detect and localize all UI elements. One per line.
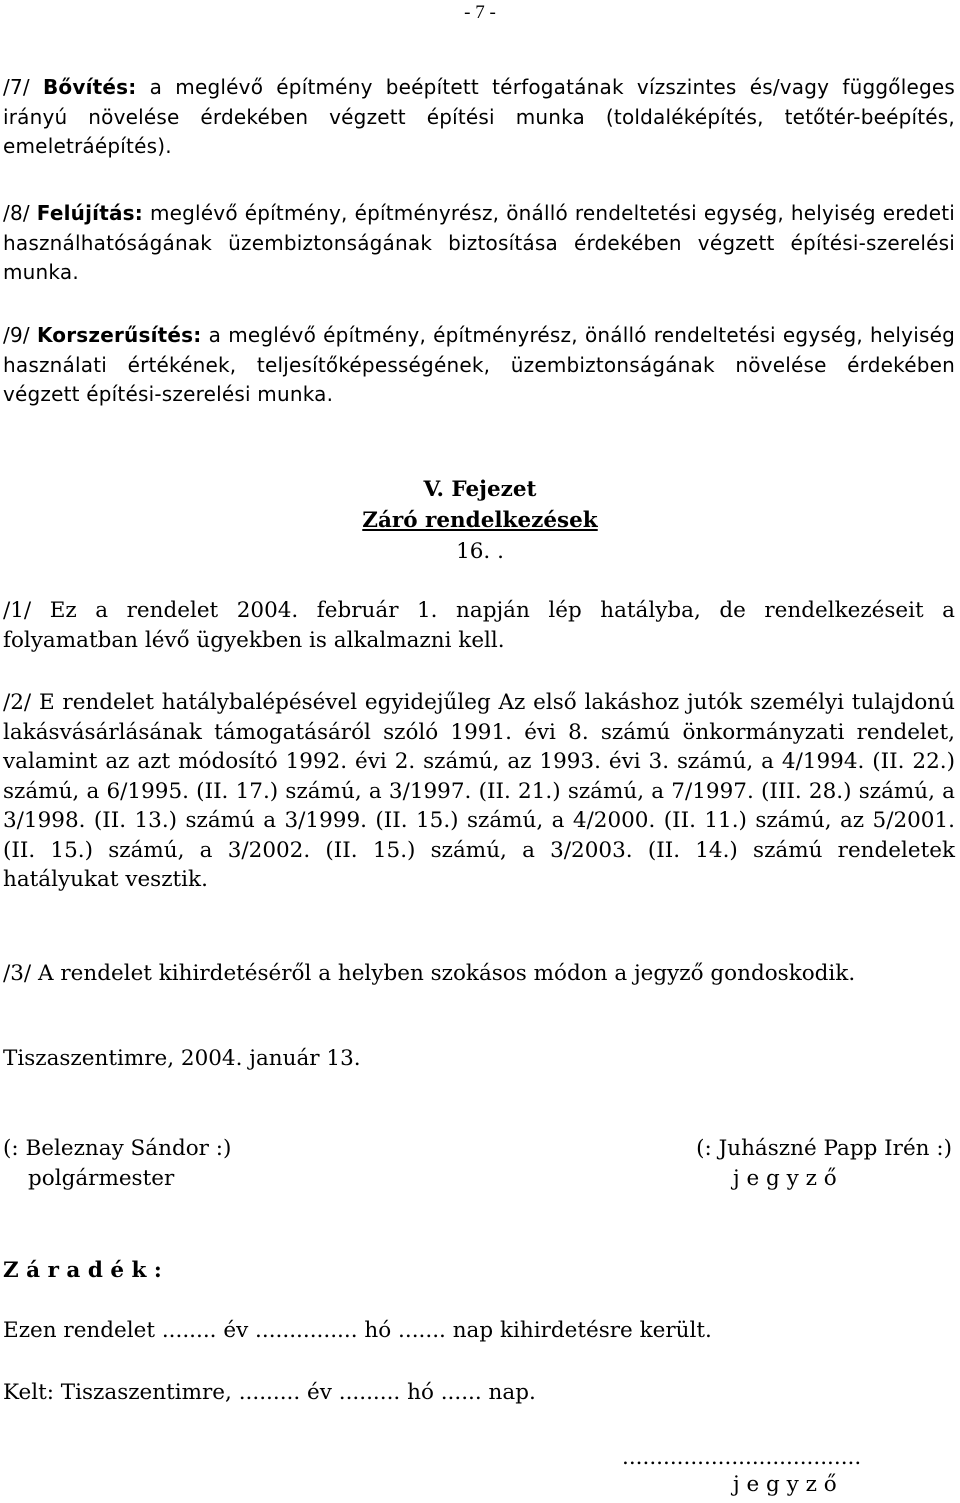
paragraph-9-term: Korszerűsítés:: [36, 323, 202, 347]
section-2: /2/ E rendelet hatálybalépésével egyidejűleg Az első lakáshoz jutók személyi tulajdonú lakásvásárlásának támogatásáról szóló 1991. évi 8. számú önkormányzati rendelet, valamint az azt módosító 1992. évi 2. számú, az 1993. évi 3. számú, a 4/1994. (II. 22.) számú, a 6/1995. (II. 17.) számú, a 3/1997. (II. 21.) számú, a 7/1997. (III. 28.) számú, a 3/1998. (II. 13.) számú a 3/1999. (II. 15.) számú, a 4/2000. (II. 11.) számú, az 5/2001. (II. 15.) számú, a 3/2002. (II. 15.) számú, a 3/2003. (II. 14.) számú rendeletek hatályukat vesztik.: [3, 690, 955, 892]
paragraph-8-text: meglévő építmény, építményrész, önálló rendeltetési egység, helyiség eredeti használhatóságának üzembiztonságának biztosítása érdekében végzett építési-szerelési munka.: [3, 201, 955, 284]
paragraph-9: [3, 321, 955, 410]
paragraph-8: [3, 199, 955, 288]
signature-left-name: (: Beleznay Sándor :): [3, 1136, 232, 1161]
paragraph-7: [3, 73, 955, 162]
page-number: - 7 -: [464, 2, 496, 23]
paragraph-9-prefix: /9/: [3, 323, 37, 347]
clause-line-1: Ezen rendelet ........ év ............... hó ....... nap kihirdetésre került.: [3, 1318, 712, 1343]
section-3: /3/ A rendelet kihirdetéséről a helyben szokásos módon a jegyző gondoskodik.: [3, 961, 856, 986]
paragraph-9-text: a meglévő építmény, építményrész, önálló rendeltetési egység, helyiség használati értékének, teljesítőképességének, üzembiztonságának növelése érdekében végzett építési-szerelési munka.: [3, 323, 955, 406]
clause-signature-dots: ...................................: [622, 1445, 862, 1470]
signature-right-name: (: Juhászné Papp Irén :): [696, 1136, 952, 1161]
paragraph-8-prefix: /8/: [3, 201, 37, 225]
paragraph-7-term: Bővítés:: [42, 75, 137, 99]
clause-heading: Z á r a d é k :: [3, 1258, 162, 1283]
paragraph-7-text: a meglévő építmény beépített térfogatának vízszintes és/vagy függőleges irányú növelése érdekében végzett építési munka (toldaléképítés, tetőtér-beépítés, emeletráépítés).: [3, 75, 956, 158]
section-number: 16. .: [456, 539, 504, 564]
chapter-title: Záró rendelkezések: [362, 508, 598, 533]
chapter-number: V. Fejezet: [423, 477, 537, 502]
signature-right-title: j e g y z ő: [733, 1166, 837, 1191]
clause-signature-title: j e g y z ő: [733, 1472, 837, 1497]
place-date: Tiszaszentimre, 2004. január 13.: [3, 1046, 361, 1071]
clause-line-2: Kelt: Tiszaszentimre, ......... év ......... hó ...... nap.: [3, 1380, 536, 1405]
section-1: /1/ Ez a rendelet 2004. február 1. napján lép hatályba, de rendelkezéseit a folyamatban lévő ügyekben is alkalmazni kell.: [3, 598, 955, 653]
signature-left-title: polgármester: [28, 1166, 175, 1191]
paragraph-7-prefix: /7/: [3, 75, 43, 99]
paragraph-8-term: Felújítás:: [36, 201, 143, 225]
chapter-title-row: [0, 505, 960, 536]
